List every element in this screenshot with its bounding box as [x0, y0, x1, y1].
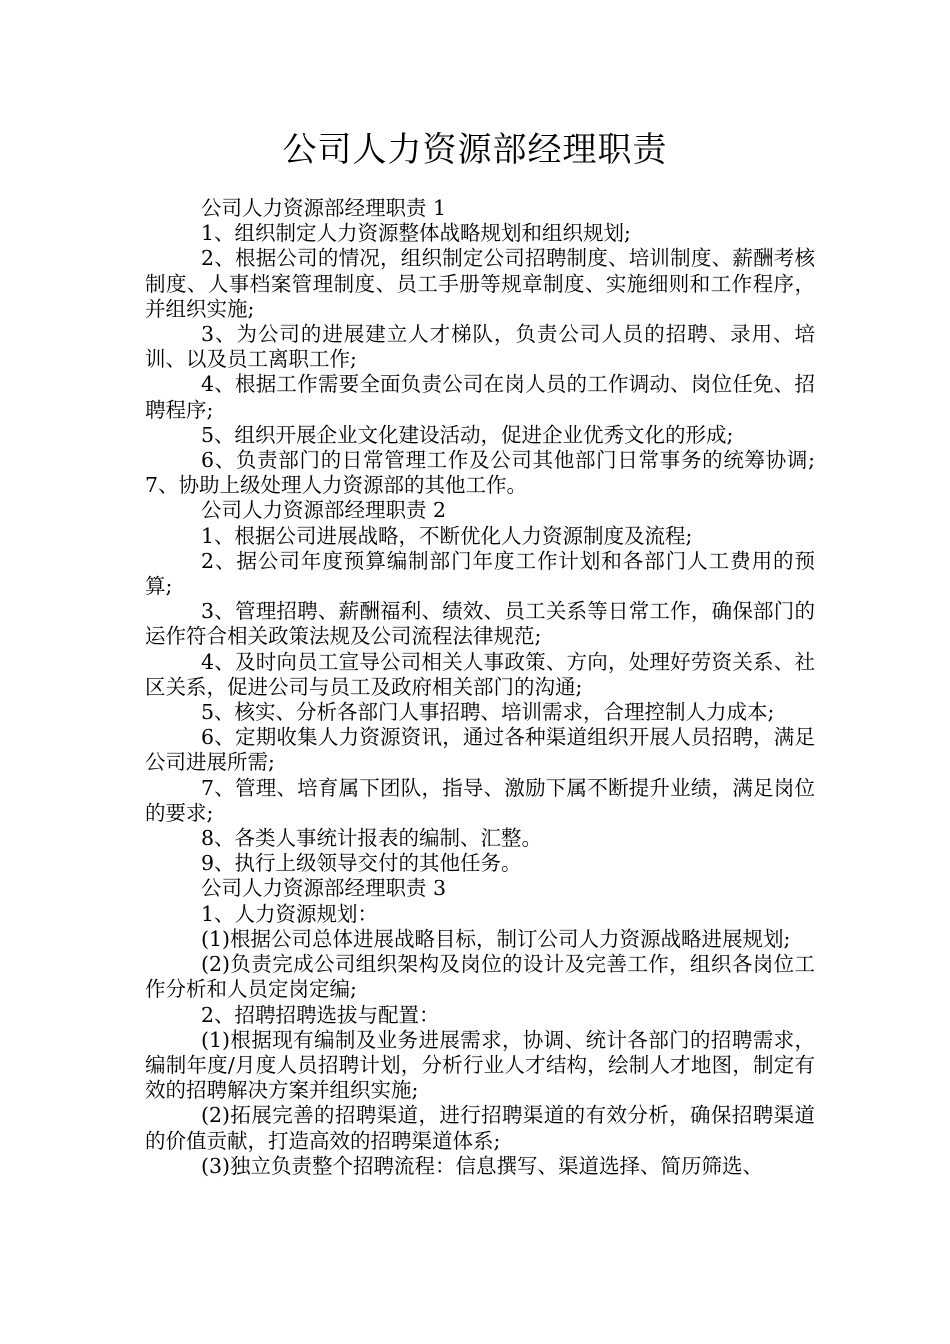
- paragraph: 1、组织制定人力资源整体战略规划和组织规划;: [201, 221, 631, 246]
- paragraph: 4、根据工作需要全面负责公司在岗人员的工作调动、岗位任免、招聘程序;: [145, 372, 815, 422]
- paragraph: 8、各类人事统计报表的编制、汇整。: [201, 826, 543, 851]
- section-heading-3: 公司人力资源部经理职责 3: [201, 876, 447, 901]
- paragraph: 2、根据公司的情况，组织制定公司招聘制度、培训制度、薪酬考核制度、人事档案管理制度、员工手册等规章制度、实施细则和工作程序，并组织实施;: [145, 246, 815, 321]
- document-body: [145, 196, 815, 1179]
- paragraph: 2、据公司年度预算编制部门年度工作计划和各部门人工费用的预算;: [145, 548, 815, 599]
- section-heading-1: 公司人力资源部经理职责 1: [201, 196, 447, 220]
- paragraph: 6、负责部门的日常管理工作及公司其他部门日常事务的统筹协调; 7、协助上级处理人力资源部的其他工作。: [145, 448, 815, 498]
- paragraph: 5、核实、分析各部门人事招聘、培训需求，合理控制人力成本;: [201, 700, 775, 725]
- paragraph: (2)拓展完善的招聘渠道，进行招聘渠道的有效分析，确保招聘渠道的价值贡献，打造高效的招聘渠道体系;: [145, 1103, 815, 1153]
- paragraph: (1)根据公司总体进展战略目标，制订公司人力资源战略进展规划;: [201, 926, 791, 951]
- document-title: 公司人力资源部经理职责: [282, 130, 668, 170]
- paragraph: 3、管理招聘、薪酬福利、绩效、员工关系等日常工作，确保部门的运作符合相关政策法规及公司流程法律规范;: [145, 599, 815, 649]
- paragraph: (2)负责完成公司组织架构及岗位的设计及完善工作，组织各岗位工作分析和人员定岗定编;: [145, 952, 815, 1002]
- paragraph: 1、根据公司进展战略，不断优化人力资源制度及流程;: [201, 523, 693, 548]
- section-heading-2: 公司人力资源部经理职责 2: [201, 498, 447, 523]
- paragraph: 5、组织开展企业文化建设活动，促进企业优秀文化的形成;: [201, 422, 734, 447]
- paragraph: (3)独立负责整个招聘流程：信息撰写、渠道选择、简历筛选、: [201, 1153, 764, 1178]
- paragraph: 4、及时向员工宣导公司相关人事政策、方向，处理好劳资关系、社区关系，促进公司与员工及政府相关部门的沟通;: [145, 649, 815, 699]
- paragraph: 9、执行上级领导交付的其他任务。: [201, 851, 522, 876]
- paragraph: 1、人力资源规划：: [201, 901, 379, 926]
- paragraph: 7、管理、培育属下团队，指导、激励下属不断提升业绩，满足岗位的要求;: [145, 775, 815, 825]
- paragraph: 6、定期收集人力资源资讯，通过各种渠道组织开展人员招聘，满足公司进展所需;: [145, 725, 815, 775]
- paragraph: 2、招聘招聘选拔与配置：: [201, 1002, 440, 1027]
- paragraph: 3、为公司的进展建立人才梯队，负责公司人员的招聘、录用、培训、以及员工离职工作;: [145, 322, 815, 372]
- paragraph: (1)根据现有编制及业务进展需求，协调、统计各部门的招聘需求，编制年度/月度人员招聘计划，分析行业人才结构，绘制人才地图，制定有效的招聘解决方案并组织实施;: [145, 1027, 815, 1103]
